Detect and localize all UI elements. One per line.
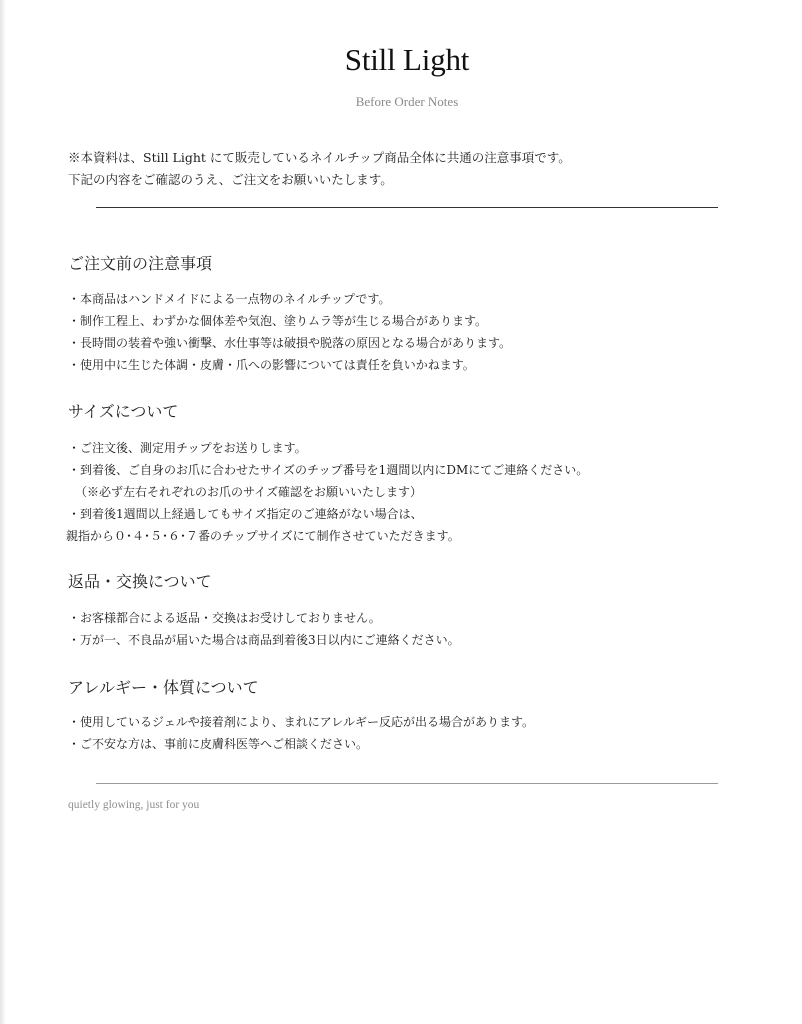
footer-tagline: quietly glowing, just for you — [68, 799, 200, 811]
list-item: ・長時間の装着や強い衝撃、水仕事等は破損や脱落の原因となる場合があります。 — [68, 336, 512, 350]
section-heading: サイズについて — [68, 402, 179, 421]
list-item: ・使用中に生じた体調・皮膚・爪への影響については責任を負いかねます。 — [68, 358, 475, 372]
list-item: ・使用しているジェルや接着剤により、まれにアレルギー反応が出る場合があります。 — [68, 715, 535, 729]
section-list — [68, 288, 768, 376]
section-heading: 返品・交換について — [68, 572, 212, 591]
document-title: Still Light — [344, 42, 470, 77]
list-item: ・ご注文後、測定用チップをお送りします。 — [68, 441, 307, 455]
intro-line: 下記の内容をご確認のうえ、ご注文をお願いいたします。 — [68, 172, 393, 187]
list-item: ・到着後1週間以上経過してもサイズ指定のご連絡がない場合は、 — [68, 507, 423, 521]
section-before-order — [68, 253, 768, 376]
list-item: ・制作工程上、わずかな個体差や気泡、塗りムラ等が生じる場合があります。 — [68, 314, 488, 328]
section-size — [68, 401, 768, 547]
list-item: ・本商品はハンドメイドによる一点物のネイルチップです。 — [68, 292, 391, 306]
section-list — [68, 437, 768, 547]
list-item: ・お客様都合による返品・交換はお受けしておりません。 — [68, 611, 381, 625]
intro-line: ※本資料は、Still Light にて販売しているネイルチップ商品全体に共通の注意事項です。 — [68, 150, 571, 165]
list-item: 親指から０･４･５･６･７番のチップサイズにて制作させていただきます。 — [66, 529, 460, 543]
document-subtitle: Before Order Notes — [355, 94, 459, 109]
list-item: ・ご不安な方は、事前に皮膚科医等へご相談ください。 — [68, 737, 369, 751]
section-list — [68, 711, 768, 755]
list-item: ・到着後、ご自身のお爪に合わせたサイズのチップ番号を1週間以内にDMにてご連絡ください。 — [68, 463, 589, 477]
section-allergy — [68, 677, 768, 755]
bottom-divider — [96, 783, 718, 784]
top-divider — [96, 207, 718, 208]
section-list — [68, 607, 768, 651]
list-item: ・万が一、不良品が届いた場合は商品到着後3日以内にご連絡ください。 — [68, 633, 460, 647]
list-item: （※必ず左右それぞれのお爪のサイズ確認をお願いいたします） — [75, 485, 423, 499]
section-returns — [68, 571, 768, 651]
page-edge-shadow — [0, 0, 6, 1024]
section-heading: ご注文前の注意事項 — [68, 254, 213, 273]
section-heading: アレルギー・体質について — [68, 678, 259, 697]
intro-note — [68, 147, 768, 191]
